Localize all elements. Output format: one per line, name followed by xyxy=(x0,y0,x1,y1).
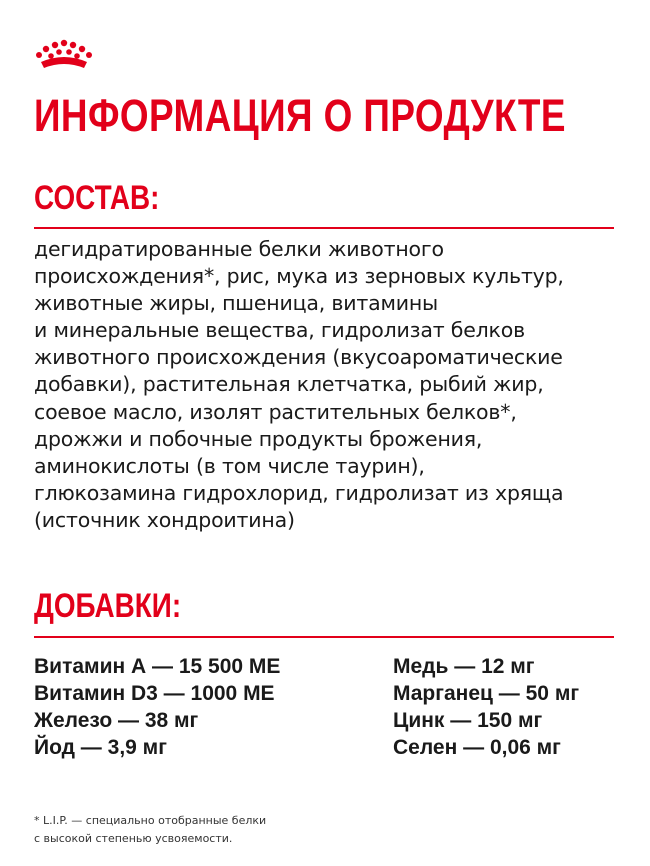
crown-icon xyxy=(34,38,94,74)
composition-line: дегидратированные белки животного xyxy=(34,237,444,261)
composition-line: происхождения*, рис, мука из зерновых культур, xyxy=(34,264,564,289)
composition-line: аминокислоты (в том числе таурин), xyxy=(34,453,425,478)
composition-divider xyxy=(34,227,614,229)
composition-text xyxy=(34,236,634,534)
additive-item: Селен — 0,06 мг xyxy=(393,736,561,759)
additives-divider xyxy=(34,636,614,638)
composition-line: животного происхождения (вкусоароматические xyxy=(34,345,563,370)
brand-logo xyxy=(34,38,94,74)
composition-line: (источник хондроитина) xyxy=(34,507,295,532)
additive-item: Марганец — 50 мг xyxy=(393,682,580,705)
additives-heading: ДОБАВКИ: xyxy=(34,587,182,625)
footnote-line: с высокой степенью усвояемости. xyxy=(34,832,233,845)
composition-heading: СОСТАВ: xyxy=(34,179,160,217)
composition-line: глюкозамина гидрохлорид, гидролизат из хряща xyxy=(34,480,564,505)
additives-column-left xyxy=(34,653,280,761)
additive-item: Железо — 38 мг xyxy=(34,709,199,732)
additive-item: Медь — 12 мг xyxy=(393,655,535,678)
page-title: ИНФОРМАЦИЯ О ПРОДУКТЕ xyxy=(34,90,566,141)
composition-line: добавки), растительная клетчатка, рыбий жир, xyxy=(34,372,544,397)
composition-line: соевое масло, изолят растительных белков*, xyxy=(34,399,517,424)
additive-item: Витамин А — 15 500 МЕ xyxy=(34,655,281,678)
additive-item: Йод — 3,9 мг xyxy=(34,736,167,759)
composition-line: дрожжи и побочные продукты брожения, xyxy=(34,426,483,451)
composition-line: животные жиры, пшеница, витамины xyxy=(34,291,439,316)
additive-item: Витамин D3 — 1000 МЕ xyxy=(34,682,275,705)
footnote-line: * L.I.P. — специально отобранные белки xyxy=(34,814,267,827)
additives-column-right xyxy=(393,653,579,761)
additives-list xyxy=(34,653,614,773)
composition-line: и минеральные вещества, гидролизат белков xyxy=(34,318,525,343)
additive-item: Цинк — 150 мг xyxy=(393,709,543,732)
footnote xyxy=(34,812,266,848)
